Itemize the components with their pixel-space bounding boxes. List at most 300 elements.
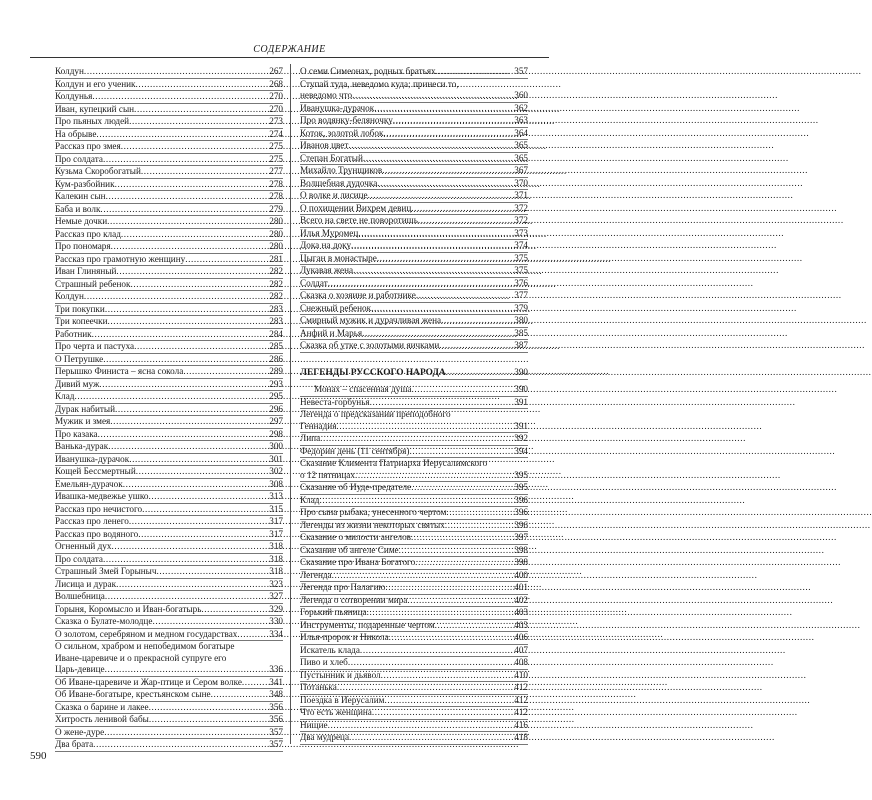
toc-entry-line (55, 104, 283, 116)
toc-entry-line (300, 303, 528, 315)
toc-entry-title: Страшный ребенок (55, 278, 131, 289)
toc-entry-title: Сказка об утке с золотыми яичками (300, 340, 440, 350)
toc-entry-line (55, 664, 283, 676)
toc-entry-title: Ивашка-медвежье ушко (55, 491, 149, 501)
toc-page-ref: 395 (514, 482, 528, 492)
toc-entry-line (300, 595, 528, 607)
leader-dots (107, 216, 268, 228)
leader-dots (337, 682, 513, 694)
leader-dots (129, 454, 268, 466)
leader-dots (416, 290, 513, 302)
toc-entry-title: Об Иване-царевиче и Жар-птице и Сером волке (55, 676, 242, 687)
toc-entry-title: неведомо что (300, 90, 353, 100)
toc-entry (55, 154, 283, 167)
toc-entry-title: Монах – спасенная душа (314, 384, 412, 394)
toc-entry-line (55, 316, 283, 328)
leader-dots (111, 241, 269, 253)
toc-entry-title: Сказание про Ивана Богатого (300, 557, 416, 567)
toc-entry-line (300, 203, 528, 215)
toc-entry-title: Легенда (300, 569, 332, 580)
toc-page-ref: 282 (269, 278, 283, 289)
toc-page-ref: 379 (514, 302, 528, 313)
toc-entry (300, 645, 528, 658)
toc-entry-line (55, 727, 283, 739)
leader-dots (407, 595, 513, 607)
toc-entry (55, 677, 283, 690)
toc-entry-title: Пустынник и дьявол (300, 669, 381, 680)
leader-dots (115, 179, 269, 191)
leader-dots (446, 507, 513, 519)
toc-entry-title: Цыган в монастыре (300, 252, 377, 263)
toc-entry-title: Федорин день (11 сентября) (300, 445, 410, 456)
toc-entry (55, 266, 283, 279)
toc-entry (55, 304, 283, 317)
toc-entry-line (55, 116, 283, 128)
toc-page-ref: 323 (269, 578, 283, 589)
leader-dots (439, 340, 513, 352)
toc-page-ref: 357 (269, 726, 283, 737)
toc-entry (300, 520, 528, 533)
toc-entry-line (300, 695, 528, 707)
toc-entry-title: Про пьяных людей (55, 116, 130, 126)
toc-entry (55, 529, 283, 542)
toc-entry-title: Хитрость ленивой бабы (55, 714, 149, 724)
leader-dots (108, 441, 268, 453)
toc-entry-title: Рассказ про нечистого (55, 503, 143, 514)
toc-entry-title: О волке и лисице (300, 190, 368, 200)
leader-dots (360, 645, 513, 657)
toc-page-ref: 274 (269, 128, 283, 139)
toc-page-ref: 418 (514, 732, 528, 742)
toc-entry-line (55, 254, 283, 266)
toc-entry (300, 446, 528, 459)
toc-page-ref: 412 (514, 707, 528, 717)
toc-entry-title: О семи Симеонах, родных братьях (300, 66, 436, 76)
toc-entry (300, 66, 528, 79)
toc-page-ref: 395 (514, 469, 528, 480)
toc-entry-title: Работник (55, 328, 92, 339)
toc-entry-line (55, 579, 283, 591)
toc-entry-title: Иван, купецкий сын (55, 103, 135, 114)
toc-page-ref: 392 (514, 433, 528, 443)
toc-entry-title: Геннадия (300, 420, 337, 431)
toc-entry-title: Илья Муромец (300, 227, 359, 238)
toc-entry-line (55, 541, 283, 553)
toc-page-ref: 318 (269, 566, 283, 576)
toc-entry-line (55, 229, 283, 241)
toc-entry-title: ЛЕГЕНДЫ РУССКОГО НАРОДА (300, 367, 446, 378)
leader-dots (385, 582, 513, 594)
leader-dots (409, 446, 513, 458)
toc-entry-line (55, 677, 283, 689)
toc-entry (300, 367, 528, 381)
toc-entry-line (55, 329, 283, 341)
toc-entry-title: Колдун (55, 66, 84, 76)
toc-entry-title: Волшебница (55, 591, 105, 601)
toc-entry-title: Колдунья (55, 91, 93, 101)
toc-entry (300, 707, 528, 720)
leader-dots (332, 570, 514, 582)
toc-entry (300, 165, 528, 178)
toc-entry (300, 265, 528, 278)
toc-entry (55, 491, 283, 504)
toc-entry-title: Горыня, Коромысло и Иван-богатырь (55, 603, 202, 614)
leader-dots (319, 495, 513, 507)
toc-entry (55, 416, 283, 429)
toc-entry-line (55, 279, 283, 291)
toc-entry (55, 66, 283, 79)
toc-page-ref: 279 (269, 203, 283, 214)
leader-dots (74, 391, 268, 403)
toc-entry (55, 689, 283, 702)
toc-entry (300, 203, 528, 216)
toc-entry-title: Легенда про Палагию (300, 582, 386, 592)
toc-page-ref: 301 (269, 453, 283, 464)
leader-dots (377, 178, 513, 190)
toc-page-ref: 275 (269, 153, 283, 164)
toc-entry-title: Про водянку-беляночку (300, 115, 393, 125)
leader-dots (352, 90, 513, 102)
toc-entry-line (55, 591, 283, 603)
leader-dots (149, 714, 268, 726)
toc-entry-title: Илья-пророк и Никола (300, 632, 389, 642)
toc-page-ref: 376 (514, 277, 528, 288)
leader-dots (367, 607, 514, 619)
toc-entry-title: Невеста-горбунья (300, 396, 370, 407)
toc-page-ref: 401 (514, 582, 528, 592)
toc-entry (55, 504, 283, 517)
toc-entry (55, 316, 283, 329)
toc-page-ref: 396 (514, 507, 528, 517)
toc-entry (300, 290, 528, 303)
toc-entry-title-line: Сказание Климента Патриарха Иерусалимского (300, 458, 488, 468)
toc-entry (55, 454, 283, 467)
toc-page-ref: 273 (269, 116, 283, 126)
leader-dots (371, 303, 513, 315)
leader-dots (84, 66, 268, 78)
toc-entry-title: Рассказ про змея (55, 141, 121, 151)
toc-entry-line (300, 433, 528, 445)
toc-entry (55, 204, 283, 217)
toc-entry (300, 657, 528, 670)
toc-entry-title-line: Иване-царевиче и о прекрасной супруге его (55, 652, 227, 663)
toc-page-ref: 318 (269, 553, 283, 564)
toc-entry-title: Про казака (55, 428, 98, 439)
toc-page-ref: 277 (269, 166, 283, 176)
toc-entry-line (55, 504, 283, 516)
toc-page-ref: 282 (269, 266, 283, 276)
running-header: СОДЕРЖАНИЕ (253, 44, 326, 55)
toc-entry (55, 341, 283, 354)
toc-entry (55, 179, 283, 192)
leader-dots (129, 116, 268, 128)
toc-entry-line (55, 404, 283, 416)
toc-entry (300, 397, 528, 410)
toc-entry-title-line: Ступай туда, неведомо куда; принеси то, (300, 78, 459, 89)
toc-entry-title: Рассказ про грамотную женщину (55, 253, 186, 264)
toc-entry-title: Волшебная дудочка (300, 177, 378, 188)
toc-page-ref: 403 (514, 607, 528, 617)
toc-entry (300, 315, 528, 328)
toc-entry (300, 328, 528, 341)
toc-entry-title: Что есть женщина (300, 707, 372, 717)
toc-entry (300, 178, 528, 191)
toc-entry (55, 566, 283, 579)
toc-entry (55, 279, 283, 292)
leader-dots (110, 416, 268, 428)
leader-dots (136, 466, 268, 478)
leader-dots (92, 329, 269, 341)
toc-entry-title: Дивий муж (55, 378, 100, 389)
toc-entry-line (300, 657, 528, 669)
toc-entry-title: Липа (300, 433, 321, 443)
toc-entry-title-line: О сильном, храбром и непобедимом богатыре (55, 641, 235, 651)
toc-page-ref: 390 (514, 366, 528, 377)
toc-entry-title: Страшный Змей Горыныч (55, 566, 157, 576)
toc-entry-title: Перышко Финиста – ясна сокола (55, 366, 184, 376)
toc-entry-line (55, 154, 283, 166)
toc-entry-line (55, 291, 283, 303)
leader-dots (399, 545, 514, 557)
toc-entry-line (300, 190, 528, 202)
toc-entry-line (55, 616, 283, 628)
toc-page-ref: 367 (514, 165, 528, 175)
toc-entry-line (55, 429, 283, 441)
leader-dots (134, 341, 268, 353)
toc-entry (300, 409, 528, 433)
toc-page-ref: 357 (514, 66, 528, 76)
toc-entry-title: Снежный ребенок (300, 302, 372, 313)
leader-dots (121, 141, 269, 153)
leader-dots (435, 620, 514, 632)
toc-entry-line (55, 141, 283, 153)
toc-entry-title: Мужик и змея (55, 416, 111, 426)
toc-entry-line (300, 265, 528, 277)
toc-page-ref: 282 (269, 291, 283, 301)
toc-entry-line (300, 507, 528, 519)
leader-dots (349, 732, 513, 744)
toc-page-ref: 356 (269, 714, 283, 724)
toc-entry-title: Нищие (300, 719, 328, 730)
leader-dots (384, 695, 513, 707)
toc-entry (55, 516, 283, 529)
leader-dots (368, 190, 514, 202)
toc-entry-line (300, 495, 528, 507)
leader-dots (415, 557, 513, 569)
toc-entry-line (300, 290, 528, 302)
toc-page-ref: 295 (269, 391, 283, 401)
toc-entry-line (300, 446, 528, 458)
toc-entry-title: Коток, золотой лобок (300, 127, 384, 138)
toc-entry-line (55, 379, 283, 391)
toc-entry (55, 379, 283, 392)
toc-page-ref: 412 (514, 694, 528, 705)
toc-entry (55, 166, 283, 179)
leader-dots (348, 140, 513, 152)
toc-entry (55, 727, 283, 740)
toc-page-ref: 297 (269, 416, 283, 426)
toc-page-ref: 398 (514, 544, 528, 555)
toc-entry (300, 303, 528, 316)
toc-entry (300, 79, 528, 103)
toc-entry (300, 532, 528, 545)
toc-entry-line (300, 253, 528, 265)
toc-entry-line (300, 520, 528, 532)
toc-page-ref: 412 (514, 682, 528, 692)
leader-dots (105, 664, 269, 676)
toc-entry-title: Сказание об Иуде-предателе (300, 482, 412, 492)
toc-entry-title: Огненный дух (55, 541, 112, 551)
toc-entry-line (300, 582, 528, 594)
toc-page-ref: 341 (269, 676, 283, 687)
toc-entry (300, 595, 528, 608)
toc-entry-title: Лисица и дурак (55, 578, 117, 589)
toc-entry (55, 79, 283, 92)
leader-dots (108, 316, 269, 328)
toc-entry (300, 570, 528, 583)
toc-entry-line (300, 103, 528, 115)
toc-entry-title: Баба и волк (55, 203, 101, 214)
leader-dots (100, 204, 268, 216)
leader-dots (351, 240, 513, 252)
toc-entry-title: Три копеечки (55, 316, 108, 326)
toc-page-ref: 357 (269, 739, 283, 749)
toc-page-ref: 327 (269, 591, 283, 601)
leader-dots (381, 670, 514, 682)
toc-page-ref: 375 (514, 252, 528, 263)
toc-entry (300, 732, 528, 745)
toc-entry (55, 254, 283, 267)
toc-entry-title: Ванька-дурак (55, 441, 109, 451)
toc-entry-line (55, 739, 283, 751)
toc-entry-line (300, 140, 528, 152)
toc-entry-line (300, 90, 528, 102)
toc-entry-title: Легенда о сотворении мира (300, 594, 408, 605)
toc-entry-line (300, 532, 528, 544)
toc-entry-title: Про пономаря (55, 241, 111, 251)
toc-entry (300, 582, 528, 595)
toc-entry (55, 579, 283, 592)
toc-page-ref: 280 (269, 216, 283, 226)
toc-entry (300, 695, 528, 708)
toc-page-ref: 280 (269, 228, 283, 239)
leader-dots (103, 354, 268, 366)
toc-entry (300, 384, 528, 397)
toc-page-ref: 372 (514, 215, 528, 225)
toc-entry-title: Калекин сын (55, 191, 106, 201)
toc-entry-line (300, 367, 528, 380)
toc-page-ref: 391 (514, 420, 528, 431)
toc-left-column (55, 66, 283, 752)
toc-entry (55, 466, 283, 479)
leader-dots (121, 229, 268, 241)
leader-dots (130, 279, 268, 291)
leader-dots (185, 254, 268, 266)
toc-entry-line (55, 341, 283, 353)
toc-page-ref: 284 (269, 328, 283, 339)
toc-entry-title: Три покупки (55, 303, 105, 314)
toc-page-ref: 380 (514, 315, 528, 325)
toc-entry (300, 190, 528, 203)
toc-page-ref: 375 (514, 265, 528, 275)
toc-entry (300, 495, 528, 508)
toc-entry (300, 720, 528, 733)
toc-entry-line (55, 416, 283, 428)
toc-entry-title: о 12 пятницах (300, 469, 355, 480)
toc-page-ref: 283 (269, 303, 283, 314)
toc-entry (55, 191, 283, 204)
toc-page-ref: 387 (514, 340, 528, 350)
leader-dots (84, 291, 268, 303)
toc-entry (55, 479, 283, 492)
toc-entry-title: Иванов цвет (300, 140, 349, 150)
toc-page-ref: 390 (514, 384, 528, 394)
leader-dots (103, 154, 268, 166)
toc-page-ref: 398 (514, 557, 528, 567)
toc-entry-title: Искатель клада (300, 644, 360, 655)
leader-dots (374, 103, 513, 115)
leader-dots (348, 657, 513, 669)
toc-entry-line (55, 604, 283, 616)
toc-entry (55, 329, 283, 342)
toc-entry-line (300, 570, 528, 582)
leader-dots (103, 554, 268, 566)
toc-entry (55, 616, 283, 629)
leader-dots (141, 166, 268, 178)
toc-page-ref: 275 (269, 141, 283, 151)
toc-entry-title: Иванушка-дурачок (55, 453, 130, 464)
leader-dots (98, 429, 269, 441)
toc-entry-line (55, 466, 283, 478)
toc-entry (300, 215, 528, 228)
toc-entry-line (55, 629, 283, 641)
toc-entry-line (300, 632, 528, 644)
toc-entry-title: Сказание о милости ангелов (300, 532, 412, 542)
toc-entry-line (300, 620, 528, 632)
toc-entry (55, 641, 283, 677)
toc-entry-title: Рассказ про ленего (55, 516, 129, 526)
toc-entry (300, 682, 528, 695)
toc-entry (55, 441, 283, 454)
leader-dots (156, 566, 268, 578)
toc-entry-title: Об Иване-богатыре, крестьянском сыне (55, 689, 211, 699)
leader-dots (445, 520, 513, 532)
toc-entry-line (55, 166, 283, 178)
toc-entry-line (300, 720, 528, 732)
toc-entry-title: Сказка о барине и лакее (55, 701, 149, 712)
toc-entry-title: Немые дочки (55, 216, 108, 226)
toc-page-ref: 281 (269, 253, 283, 264)
toc-page-ref: 268 (269, 78, 283, 89)
toc-entry-line (55, 454, 283, 466)
toc-entry-line (55, 79, 283, 91)
toc-page-ref: 278 (269, 191, 283, 201)
leader-dots (237, 629, 268, 641)
toc-entry-line (55, 129, 283, 141)
leader-dots (142, 504, 268, 516)
toc-page-ref: 270 (269, 103, 283, 114)
toc-entry-line (300, 178, 528, 190)
toc-entry-title: Михайло Трунщиков (300, 165, 383, 175)
toc-entry-line (300, 607, 528, 619)
toc-page-ref: 317 (269, 516, 283, 526)
leader-dots (363, 153, 513, 165)
leader-dots (105, 304, 268, 316)
toc-page-ref: 365 (514, 140, 528, 150)
toc-page-ref: 396 (514, 519, 528, 530)
toc-page-ref: 365 (514, 152, 528, 163)
toc-entry (55, 116, 283, 129)
